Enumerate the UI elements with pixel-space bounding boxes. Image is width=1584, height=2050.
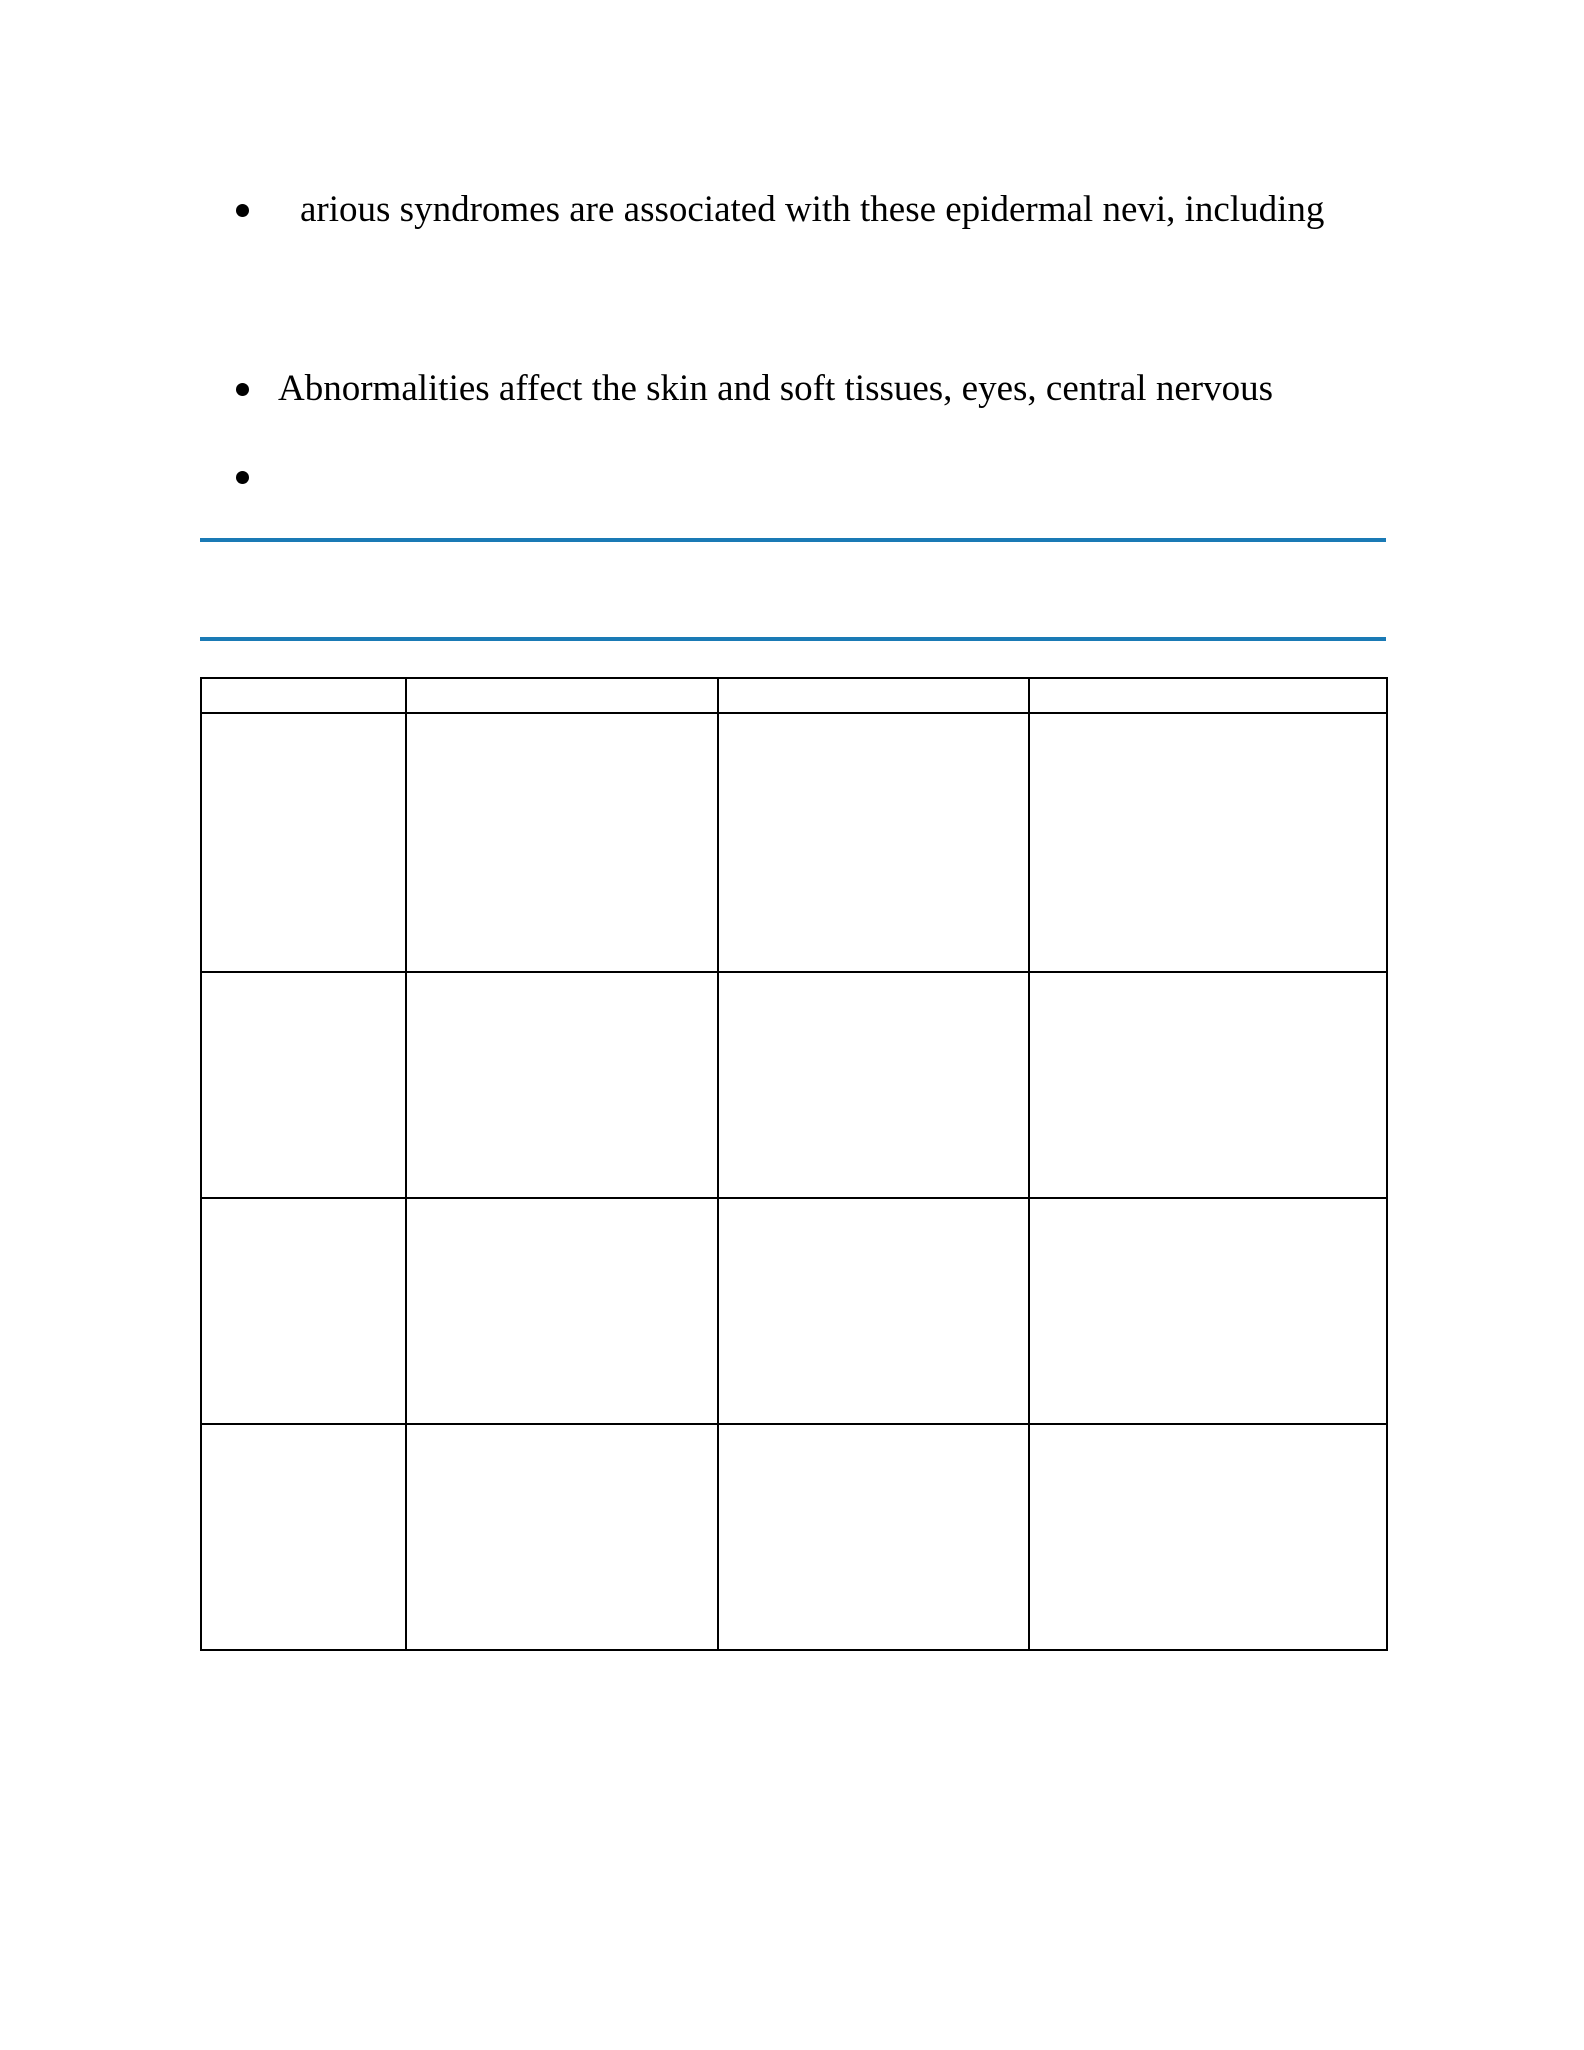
table-row bbox=[201, 713, 1387, 972]
bullet-item-abnormalities bbox=[236, 364, 1273, 414]
table-cell bbox=[718, 1198, 1029, 1424]
table-cell bbox=[406, 1424, 718, 1650]
horizontal-rule-bottom bbox=[200, 637, 1386, 641]
table-cell bbox=[1029, 713, 1387, 972]
table-cell bbox=[1029, 972, 1387, 1198]
bullet-dot-icon bbox=[236, 383, 249, 396]
table-cell bbox=[718, 972, 1029, 1198]
bullet-dot-icon bbox=[236, 204, 249, 217]
table-header-row bbox=[201, 678, 1387, 713]
table-cell bbox=[718, 678, 1029, 713]
bullet-item-empty bbox=[236, 452, 249, 502]
table-cell bbox=[1029, 1424, 1387, 1650]
table-cell bbox=[201, 678, 406, 713]
bullet-item-syndromes bbox=[236, 185, 1324, 235]
horizontal-rule-top bbox=[200, 538, 1386, 542]
bullet-text: Abnormalities affect the skin and soft tissues, eyes, central nervous bbox=[278, 368, 1273, 409]
table-cell bbox=[718, 1424, 1029, 1650]
table-cell bbox=[201, 1424, 406, 1650]
table-cell bbox=[406, 678, 718, 713]
table-cell bbox=[718, 713, 1029, 972]
bullet-dot-icon bbox=[236, 471, 249, 484]
table-cell bbox=[1029, 678, 1387, 713]
table-cell bbox=[406, 1198, 718, 1424]
data-table bbox=[200, 677, 1388, 1651]
table-cell bbox=[406, 972, 718, 1198]
table-cell bbox=[201, 713, 406, 972]
table-cell bbox=[201, 1198, 406, 1424]
table-cell bbox=[201, 972, 406, 1198]
table-row bbox=[201, 1198, 1387, 1424]
table-row bbox=[201, 1424, 1387, 1650]
bullet-text: arious syndromes are associated with these epidermal nevi, including bbox=[300, 189, 1325, 230]
table-cell bbox=[406, 713, 718, 972]
table-cell bbox=[1029, 1198, 1387, 1424]
table-row bbox=[201, 972, 1387, 1198]
